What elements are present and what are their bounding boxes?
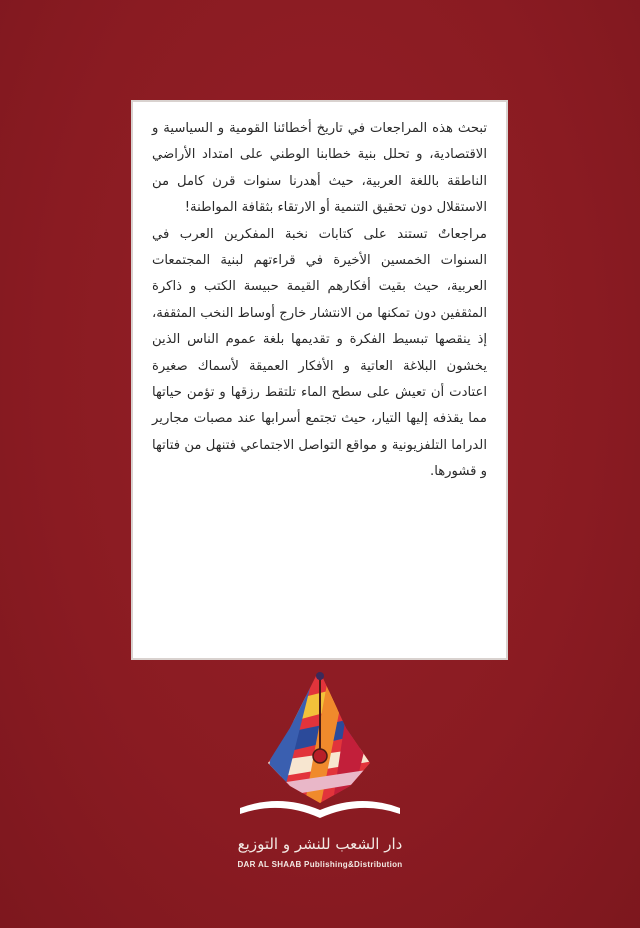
blurb-panel xyxy=(131,100,508,660)
pen-nib-book-logo-icon xyxy=(220,668,420,828)
publisher-name-arabic: دار الشعب للنشر و التوزيع xyxy=(237,835,403,853)
blurb-text xyxy=(152,116,487,486)
publisher-name-english: DAR AL SHAAB Publishing&Distribution xyxy=(237,860,403,869)
blurb-paragraph-1: تبحث هذه المراجعات في تاريخ أخطائنا القومية و السياسية و الاقتصادية، و تحلل بنية خطابنا الوطني على امتداد الأراضي الناطقة باللغة العربية، حيث أهدرنا سنوات قرن كامل من الاستقلال دون تحقيق التنمية أو الارتقاء بثقافة المواطنة! xyxy=(152,121,487,216)
blurb-paragraph-2: مراجعاتٌ تستند على كتابات نخبة المفكرين العرب في السنوات الخمسين الأخيرة في قراءتهم لبنية المجتمعات العربية، حيث بقيت أفكارهم القيمة حبيسة الكتب و ذاكرة المثقفين دون تمكنها من الانتشار خارج أوساط النخب المثقفة، إذ ينقصها تبسيط الفكرة و تقديمها بلغة عموم الناس الذين يخشون البلاغة العاتية و الأفكار العميقة لأسماك صغيرة اعتادت أن تعيش على سطح الماء تلتقط رزقها و تؤمن حياتها مما يقذفه إليها التيار، حيث تجتمع أسرابها عند مصبات مجارير الدراما التلفزيونية و مواقع التواصل الاجتماعي فتنهل من فتاتها و قشورها. xyxy=(152,226,487,480)
